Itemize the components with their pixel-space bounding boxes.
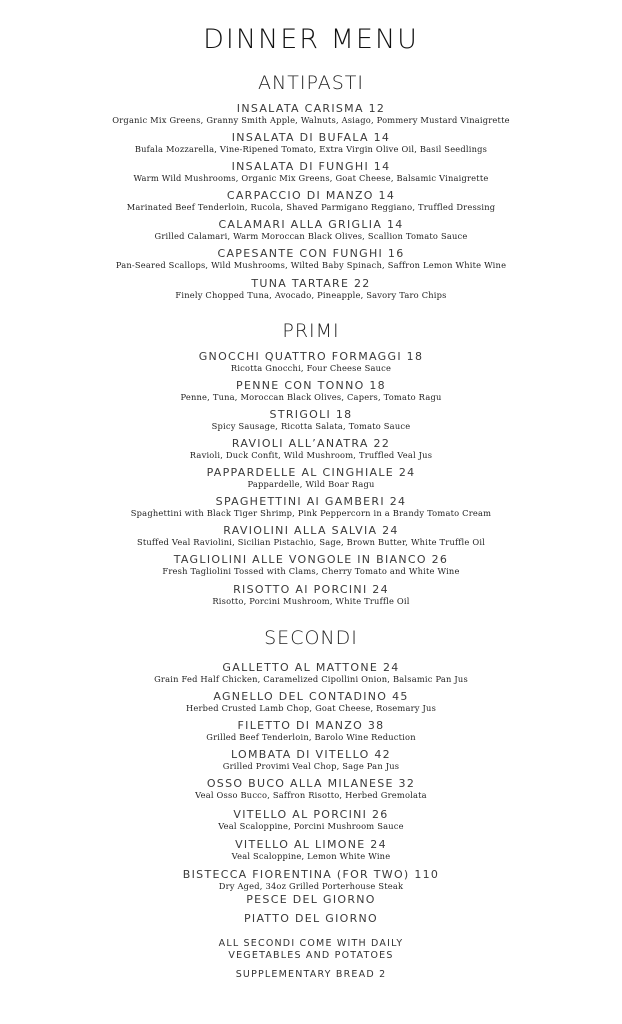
section-heading-secondi: SECONDI [264, 627, 358, 649]
menu-item-name: PAPPARDELLE AL CINGHIALE 24 [206, 466, 416, 479]
menu-item-description: Veal Scaloppine, Porcini Mushroom Sauce [218, 821, 404, 831]
menu-title: DINNER MENU [203, 24, 419, 55]
menu-item-description: Pappardelle, Wild Boar Ragu [247, 479, 375, 489]
menu-item-description: Risotto, Porcini Mushroom, White Truffle Oil [212, 596, 410, 606]
menu-item-description: Spaghettini with Black Tiger Shrimp, Pink Peppercorn in a Brandy Tomato Cream [130, 508, 492, 518]
menu-item-name: LOMBATA DI VITELLO 42 [231, 748, 391, 761]
menu-item [0, 408, 622, 432]
menu-item-name: CARPACCIO DI MANZO 14 [226, 189, 396, 202]
menu-item-name: AGNELLO DEL CONTADINO 45 [213, 690, 409, 703]
menu-item-name: VITELLO AL LIMONE 24 [235, 838, 387, 851]
menu-item-name: RAVIOLI ALL’ANATRA 22 [231, 437, 391, 450]
menu-item-name: INSALATA CARISMA 12 [236, 102, 386, 115]
section-heading-primi: PRIMI [282, 320, 340, 342]
menu-item-description: Pan-Seared Scallops, Wild Mushrooms, Wilted Baby Spinach, Saffron Lemon White Wine [115, 260, 507, 270]
menu-item [0, 189, 622, 213]
section-heading-antipasti: ANTIPASTI [258, 72, 364, 94]
menu-item-name: PESCE DEL GIORNO [246, 893, 376, 906]
menu-item [0, 218, 622, 242]
menu-item-name: RAVIOLINI ALLA SALVIA 24 [223, 524, 399, 537]
menu-item [0, 160, 622, 184]
menu-item-description: Dry Aged, 34oz Grilled Porterhouse Steak [218, 881, 404, 891]
menu-item-description: Veal Osso Bucco, Saffron Risotto, Herbed Gremolata [195, 790, 427, 800]
menu-item-name: CAPESANTE CON FUNGHI 16 [217, 247, 405, 260]
menu-item [0, 661, 622, 685]
menu-item-description: Herbed Crusted Lamb Chop, Goat Cheese, Rosemary Jus [185, 703, 437, 713]
menu-item-description: Ravioli, Duck Confit, Wild Mushroom, Truffled Veal Jus [189, 450, 433, 460]
secondi-note-line-1: ALL SECONDI COME WITH DAILY [218, 938, 404, 949]
menu-item-name: TAGLIOLINI ALLE VONGOLE IN BIANCO 26 [173, 553, 449, 566]
menu-item [0, 350, 622, 374]
menu-item-description: Ricotta Gnocchi, Four Cheese Sauce [230, 363, 392, 373]
menu-item-description: Veal Scaloppine, Lemon White Wine [231, 851, 391, 861]
supplementary-bread: SUPPLEMENTARY BREAD 2 [235, 969, 387, 980]
menu-item-description: Penne, Tuna, Moroccan Black Olives, Capers, Tomato Ragu [180, 392, 442, 402]
menu-item-description: Fresh Tagliolini Tossed with Clams, Cherry Tomato and White Wine [162, 566, 460, 576]
menu-item-name: GNOCCHI QUATTRO FORMAGGI 18 [198, 350, 424, 363]
menu-item-description: Grilled Provimi Veal Chop, Sage Pan Jus [222, 761, 400, 771]
menu-item-name: INSALATA DI FUNGHI 14 [231, 160, 391, 173]
menu-item-name: BISTECCA FIORENTINA (FOR TWO) 110 [182, 868, 440, 881]
menu-item-name: CALAMARI ALLA GRIGLIA 14 [218, 218, 404, 231]
menu-item [0, 583, 622, 607]
menu-item [0, 466, 622, 490]
menu-item [0, 131, 622, 155]
menu-item-description: Grain Fed Half Chicken, Caramelized Cipollini Onion, Balsamic Pan Jus [154, 674, 468, 684]
menu-item [0, 495, 622, 519]
menu-item [0, 437, 622, 461]
menu-item-description: Grilled Beef Tenderloin, Barolo Wine Reduction [206, 732, 416, 742]
menu-item-description: Marinated Beef Tenderloin, Rucola, Shaved Parmigano Reggiano, Truffled Dressing [126, 202, 496, 212]
menu-item [0, 777, 622, 801]
menu-item [0, 838, 622, 862]
menu-item-name: PIATTO DEL GIORNO [243, 912, 379, 925]
secondi-note-line-2: VEGETABLES AND POTATOES [228, 950, 394, 961]
menu-item [0, 690, 622, 714]
menu-item [0, 808, 622, 832]
menu-item [0, 553, 622, 577]
menu-item-name: SPAGHETTINI AI GAMBERI 24 [215, 495, 407, 508]
menu-item-name: RISOTTO AI PORCINI 24 [233, 583, 389, 596]
menu-item-description: Warm Wild Mushrooms, Organic Mix Greens, Goat Cheese, Balsamic Vinaigrette [133, 173, 489, 183]
menu-item-name: VITELLO AL PORCINI 26 [233, 808, 389, 821]
menu-item-name: FILETTO DI MANZO 38 [237, 719, 385, 732]
menu-item [0, 912, 622, 925]
menu-item-description: Stuffed Veal Raviolini, Sicilian Pistachio, Sage, Brown Butter, White Truffle Oil [136, 537, 486, 547]
menu-item-name: INSALATA DI BUFALA 14 [231, 131, 391, 144]
menu-item-description: Organic Mix Greens, Granny Smith Apple, Walnuts, Asiago, Pommery Mustard Vinaigrette [112, 115, 510, 125]
menu-item-description: Finely Chopped Tuna, Avocado, Pineapple, Savory Taro Chips [175, 290, 447, 300]
menu-item [0, 379, 622, 403]
menu-item [0, 868, 622, 892]
menu-item [0, 277, 622, 301]
menu-item-name: GALLETTO AL MATTONE 24 [222, 661, 400, 674]
menu-item [0, 524, 622, 548]
menu-item-name: OSSO BUCO ALLA MILANESE 32 [206, 777, 416, 790]
menu-item-description: Spicy Sausage, Ricotta Salata, Tomato Sauce [211, 421, 411, 431]
menu-item-name: TUNA TARTARE 22 [251, 277, 371, 290]
menu-item [0, 719, 622, 743]
menu-item [0, 893, 622, 906]
menu-item [0, 247, 622, 271]
menu-item-description: Bufala Mozzarella, Vine-Ripened Tomato, Extra Virgin Olive Oil, Basil Seedlings [134, 144, 488, 154]
menu-item [0, 748, 622, 772]
menu-item-name: STRIGOLI 18 [269, 408, 353, 421]
menu-item-name: PENNE CON TONNO 18 [236, 379, 386, 392]
menu-item-description: Grilled Calamari, Warm Moroccan Black Olives, Scallion Tomato Sauce [154, 231, 468, 241]
menu-item [0, 102, 622, 126]
